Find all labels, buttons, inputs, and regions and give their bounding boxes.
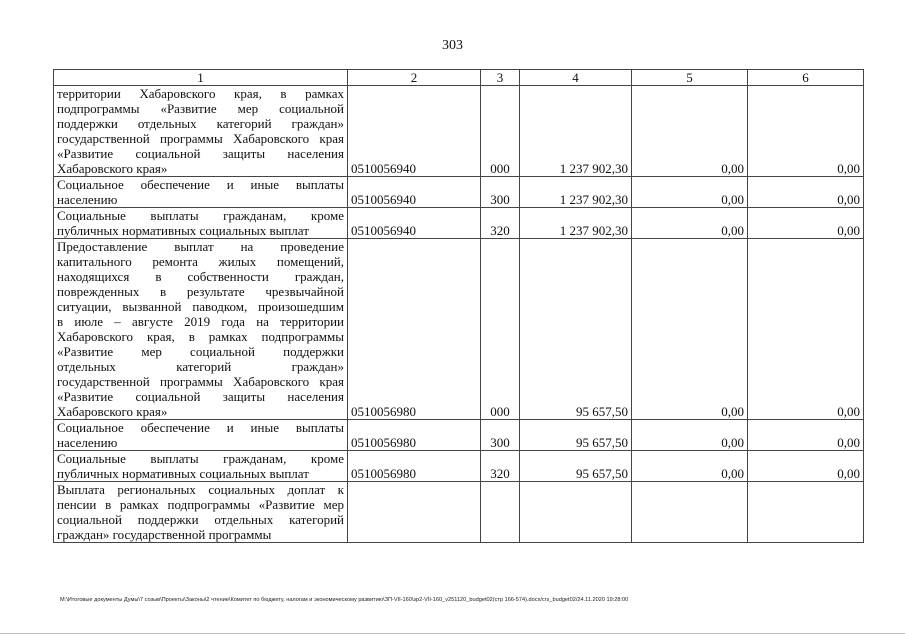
target-article-code: 0510056980: [348, 239, 481, 420]
description-line: публичных нормативных социальных выплат: [57, 466, 309, 481]
description-line: Выплата региональных социальных доплат к: [57, 482, 344, 497]
description-line: «Развитие социальной защиты населения: [57, 389, 344, 404]
amount-col5: 0,00: [632, 177, 748, 208]
description-line: Хабаровского края»: [57, 404, 168, 419]
description-line: в июле – августе 2019 года на территории: [57, 314, 344, 329]
description-line: поврежденных в результате чрезвычайной: [57, 284, 344, 299]
expense-type-code: 000: [481, 239, 520, 420]
amount-col6: [748, 482, 864, 543]
amount-col6: 0,00: [748, 86, 864, 177]
description-line: находящихся в собственности граждан,: [57, 269, 344, 284]
amount-col5: 0,00: [632, 451, 748, 482]
description-line: государственной программы Хабаровского края: [57, 131, 344, 146]
amount-col5: 0,00: [632, 86, 748, 177]
target-article-code: 0510056940: [348, 177, 481, 208]
budget-table: [53, 69, 864, 543]
amount-col4: 95 657,50: [520, 239, 632, 420]
target-article-code: 0510056940: [348, 86, 481, 177]
description-line: «Развитие мер социальной поддержки: [57, 344, 344, 359]
amount-col4: [520, 482, 632, 543]
expense-type-code: 300: [481, 177, 520, 208]
description-line: капитального ремонта жилых помещений,: [57, 254, 344, 269]
table-header-row: [54, 70, 864, 86]
column-header-5: 5: [632, 70, 748, 86]
expense-type-code: [481, 482, 520, 543]
row-description: [54, 177, 348, 208]
expense-type-code: 000: [481, 86, 520, 177]
description-line: пенсии в рамках подпрограммы «Развитие мер: [57, 497, 344, 512]
column-header-6: 6: [748, 70, 864, 86]
amount-col4: 1 237 902,30: [520, 208, 632, 239]
amount-col5: 0,00: [632, 208, 748, 239]
amount-col5: 0,00: [632, 420, 748, 451]
description-line: граждан» государственной программы: [57, 527, 272, 542]
target-article-code: 0510056980: [348, 451, 481, 482]
description-line: социальной поддержки отдельных категорий: [57, 512, 344, 527]
description-line: Хабаровского края, в рамках подпрограммы: [57, 329, 344, 344]
description-line: подпрограммы «Развитие мер социальной: [57, 101, 344, 116]
description-line: ситуации, вызванной паводком, произошедшим: [57, 299, 344, 314]
page-number: 303: [442, 38, 463, 53]
amount-col6: 0,00: [748, 451, 864, 482]
target-article-code: 0510056940: [348, 208, 481, 239]
amount-col5: 0,00: [632, 239, 748, 420]
description-line: Социальное обеспечение и иные выплаты: [57, 177, 344, 192]
expense-type-code: 320: [481, 208, 520, 239]
description-line: населению: [57, 435, 118, 450]
amount-col5: [632, 482, 748, 543]
row-description: [54, 482, 348, 543]
description-line: Предоставление выплат на проведение: [57, 239, 344, 254]
amount-col4: 95 657,50: [520, 420, 632, 451]
target-article-code: [348, 482, 481, 543]
description-line: публичных нормативных социальных выплат: [57, 223, 309, 238]
table-row: [54, 208, 864, 239]
table-row: [54, 239, 864, 420]
row-description: [54, 451, 348, 482]
amount-col6: 0,00: [748, 420, 864, 451]
row-description: [54, 420, 348, 451]
amount-col4: 1 237 902,30: [520, 177, 632, 208]
table-row: [54, 482, 864, 543]
row-description: [54, 86, 348, 177]
target-article-code: 0510056980: [348, 420, 481, 451]
table-body: [54, 86, 864, 543]
description-line: территории Хабаровского края, в рамках: [57, 86, 344, 101]
column-header-4: 4: [520, 70, 632, 86]
description-line: Социальное обеспечение и иные выплаты: [57, 420, 344, 435]
description-line: Хабаровского края»: [57, 161, 168, 176]
column-header-1: 1: [54, 70, 348, 86]
amount-col6: 0,00: [748, 177, 864, 208]
description-line: государственной программы Хабаровского края: [57, 374, 344, 389]
row-description: [54, 239, 348, 420]
description-line: Социальные выплаты гражданам, кроме: [57, 451, 344, 466]
table-row: [54, 177, 864, 208]
description-line: отдельных категорий граждан»: [57, 359, 344, 374]
description-line: населению: [57, 192, 118, 207]
row-description: [54, 208, 348, 239]
page-bottom-divider: [0, 633, 905, 634]
expense-type-code: 320: [481, 451, 520, 482]
description-line: поддержки отдельных категорий граждан»: [57, 116, 344, 131]
column-header-3: 3: [481, 70, 520, 86]
amount-col4: 1 237 902,30: [520, 86, 632, 177]
amount-col6: 0,00: [748, 239, 864, 420]
description-line: «Развитие социальной защиты населения: [57, 146, 344, 161]
amount-col6: 0,00: [748, 208, 864, 239]
column-header-2: 2: [348, 70, 481, 86]
table-row: [54, 420, 864, 451]
amount-col4: 95 657,50: [520, 451, 632, 482]
description-line: Социальные выплаты гражданам, кроме: [57, 208, 344, 223]
table-row: [54, 86, 864, 177]
expense-type-code: 300: [481, 420, 520, 451]
footer-file-path: M:\Итоговые документы Думы\7 созыв\Проекты\Законы\2 чтение\Комитет по бюджету, налогам и экономическому развитию\ЗП-VII-160\зр2-VII-160_v251120_budget02(стр 166-574).docx/crs_budget02/24.11.2020 19:28:00: [60, 597, 629, 603]
table-row: [54, 451, 864, 482]
